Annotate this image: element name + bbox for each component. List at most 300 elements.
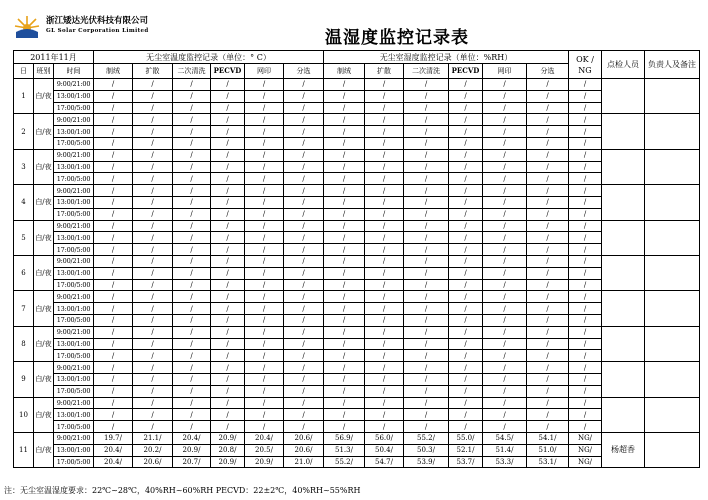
humidity-cell: / — [404, 173, 449, 185]
humidity-cell: / — [365, 208, 404, 220]
inspector-cell — [602, 114, 645, 149]
temperature-cell: / — [173, 196, 211, 208]
remarks-cell — [645, 149, 700, 184]
temperature-cell: / — [211, 79, 245, 91]
temperature-cell: / — [173, 232, 211, 244]
temperature-cell: / — [133, 362, 173, 374]
humidity-cell: / — [365, 196, 404, 208]
humidity-cell: / — [324, 149, 365, 161]
temperature-cell: / — [173, 149, 211, 161]
temperature-cell: / — [245, 314, 284, 326]
temperature-cell: / — [284, 196, 324, 208]
temperature-cell: / — [133, 102, 173, 114]
time-cell: 17:00/5:00 — [54, 385, 94, 397]
day-number: 7 — [14, 291, 34, 326]
temperature-cell: / — [173, 350, 211, 362]
temperature-cell: / — [245, 208, 284, 220]
humidity-cell: / — [404, 255, 449, 267]
ok-ng-cell: / — [569, 102, 602, 114]
temperature-cell: / — [284, 303, 324, 315]
temperature-cell: / — [245, 90, 284, 102]
table-row — [14, 303, 700, 315]
temperature-cell: / — [245, 161, 284, 173]
time-cell: 9:00/21:00 — [54, 114, 94, 126]
humidity-cell: / — [365, 421, 404, 433]
ok-ng-cell: NG/ — [569, 432, 602, 444]
humidity-cell: / — [483, 362, 527, 374]
temperature-cell: / — [173, 173, 211, 185]
temperature-cell: / — [94, 173, 133, 185]
temperature-cell: / — [94, 114, 133, 126]
humidity-cell: / — [404, 185, 449, 197]
table-row — [14, 114, 700, 126]
humidity-cell: / — [404, 90, 449, 102]
time-cell: 17:00/5:00 — [54, 279, 94, 291]
day-number: 1 — [14, 79, 34, 114]
temperature-cell: / — [173, 161, 211, 173]
remarks-cell — [645, 185, 700, 220]
temperature-cell: / — [133, 208, 173, 220]
humidity-cell: / — [449, 397, 483, 409]
temperature-cell: / — [94, 244, 133, 256]
temperature-cell: / — [173, 267, 211, 279]
humidity-cell: / — [324, 208, 365, 220]
humidity-cell: / — [483, 90, 527, 102]
humidity-cell: / — [324, 338, 365, 350]
humidity-cell: / — [449, 220, 483, 232]
temperature-cell: / — [245, 196, 284, 208]
humidity-process-header: 网印 — [483, 64, 527, 79]
humidity-cell: / — [527, 161, 569, 173]
temperature-cell: / — [245, 232, 284, 244]
humidity-cell: / — [483, 326, 527, 338]
humidity-cell: / — [365, 161, 404, 173]
temperature-cell: / — [133, 326, 173, 338]
gl-solar-logo-icon — [14, 14, 40, 40]
time-cell: 17:00/5:00 — [54, 102, 94, 114]
humidity-cell: / — [324, 409, 365, 421]
temperature-cell: / — [245, 114, 284, 126]
temperature-cell: / — [94, 232, 133, 244]
table-row — [14, 137, 700, 149]
temperature-cell: 20.2/ — [133, 444, 173, 456]
humidity-cell: / — [404, 409, 449, 421]
humidity-cell: / — [483, 126, 527, 138]
remarks-cell — [645, 79, 700, 114]
table-row — [14, 161, 700, 173]
humidity-cell: / — [404, 161, 449, 173]
humidity-cell: / — [449, 90, 483, 102]
temperature-cell: / — [133, 421, 173, 433]
temperature-cell: / — [245, 350, 284, 362]
table-row — [14, 350, 700, 362]
inspector-cell — [602, 185, 645, 220]
time-cell: 9:00/21:00 — [54, 362, 94, 374]
ok-ng-cell: / — [569, 279, 602, 291]
time-cell: 13:00/1:00 — [54, 126, 94, 138]
ok-ng-cell: / — [569, 196, 602, 208]
temperature-cell: / — [133, 279, 173, 291]
humidity-cell: / — [483, 267, 527, 279]
temperature-cell: / — [245, 255, 284, 267]
temperature-cell: / — [94, 314, 133, 326]
temperature-cell: / — [94, 421, 133, 433]
humidity-cell: / — [449, 303, 483, 315]
time-cell: 17:00/5:00 — [54, 137, 94, 149]
humidity-cell: / — [365, 303, 404, 315]
humidity-cell: / — [527, 220, 569, 232]
shift-cell: 白/夜 — [34, 255, 54, 290]
humidity-cell: / — [449, 409, 483, 421]
temperature-cell: / — [133, 126, 173, 138]
humidity-cell: / — [404, 232, 449, 244]
temperature-cell: / — [173, 314, 211, 326]
temperature-cell: 21.1/ — [133, 432, 173, 444]
table-row — [14, 126, 700, 138]
temperature-cell: / — [284, 126, 324, 138]
inspector-cell — [602, 326, 645, 361]
temperature-cell: / — [284, 338, 324, 350]
humidity-process-header: 二次清洗 — [404, 64, 449, 79]
day-number: 8 — [14, 326, 34, 361]
table-row — [14, 196, 700, 208]
temperature-cell: 20.9/ — [211, 432, 245, 444]
temperature-cell: / — [211, 114, 245, 126]
temperature-cell: / — [211, 220, 245, 232]
time-cell: 17:00/5:00 — [54, 173, 94, 185]
ok-ng-cell: / — [569, 114, 602, 126]
temperature-cell: / — [133, 196, 173, 208]
humidity-cell: / — [324, 362, 365, 374]
humidity-cell: / — [404, 196, 449, 208]
temperature-cell: / — [133, 267, 173, 279]
temperature-cell: / — [284, 421, 324, 433]
humidity-cell: 53.1/ — [527, 456, 569, 468]
shift-cell: 白/夜 — [34, 432, 54, 467]
humidity-cell: / — [449, 326, 483, 338]
humidity-cell: / — [483, 244, 527, 256]
inspector-cell — [602, 220, 645, 255]
temperature-cell: / — [245, 326, 284, 338]
humidity-cell: / — [324, 114, 365, 126]
temperature-cell: / — [211, 232, 245, 244]
temperature-cell: / — [245, 267, 284, 279]
humidity-cell: / — [449, 338, 483, 350]
humidity-cell: / — [324, 385, 365, 397]
time-cell: 13:00/1:00 — [54, 303, 94, 315]
shift-cell: 白/夜 — [34, 220, 54, 255]
table-row — [14, 208, 700, 220]
table-row — [14, 421, 700, 433]
inspector-cell — [602, 255, 645, 290]
temperature-cell: / — [211, 279, 245, 291]
temperature-cell: / — [173, 409, 211, 421]
humidity-cell: / — [449, 232, 483, 244]
humidity-process-header: PECVD — [449, 64, 483, 79]
temp-process-header: 分选 — [284, 64, 324, 79]
temperature-cell: / — [211, 326, 245, 338]
day-number: 9 — [14, 362, 34, 397]
table-row — [14, 432, 700, 444]
humidity-cell: / — [483, 421, 527, 433]
humidity-cell: / — [324, 244, 365, 256]
time-cell: 9:00/21:00 — [54, 149, 94, 161]
table-row — [14, 90, 700, 102]
humidity-cell: / — [449, 79, 483, 91]
temperature-cell: / — [173, 114, 211, 126]
temperature-cell: / — [94, 291, 133, 303]
humidity-cell: / — [365, 102, 404, 114]
time-cell: 17:00/5:00 — [54, 208, 94, 220]
temperature-cell: / — [284, 267, 324, 279]
remarks-cell — [645, 114, 700, 149]
ok-ng-cell: / — [569, 291, 602, 303]
table-row — [14, 385, 700, 397]
humidity-cell: / — [527, 314, 569, 326]
temperature-cell: / — [173, 303, 211, 315]
ok-ng-cell: / — [569, 314, 602, 326]
humidity-cell: / — [527, 232, 569, 244]
humidity-cell: / — [449, 102, 483, 114]
time-cell: 9:00/21:00 — [54, 255, 94, 267]
temperature-cell: / — [211, 244, 245, 256]
humidity-cell: / — [483, 196, 527, 208]
humidity-cell: / — [365, 255, 404, 267]
humidity-cell: 56.0/ — [365, 432, 404, 444]
humidity-cell: 51.4/ — [483, 444, 527, 456]
humidity-cell: 55.2/ — [404, 432, 449, 444]
temperature-cell: / — [211, 137, 245, 149]
temperature-cell: / — [133, 303, 173, 315]
humidity-cell: / — [404, 291, 449, 303]
ok-ng-cell: / — [569, 421, 602, 433]
table-row — [14, 149, 700, 161]
humidity-cell: / — [449, 291, 483, 303]
temperature-cell: / — [284, 102, 324, 114]
humidity-cell: / — [365, 137, 404, 149]
humidity-group-header: 无尘室湿度监控记录（单位：%RH） — [324, 51, 569, 64]
humidity-cell: / — [449, 196, 483, 208]
humidity-cell: / — [527, 373, 569, 385]
temperature-cell: / — [284, 185, 324, 197]
temperature-cell: / — [284, 326, 324, 338]
humidity-cell: / — [483, 291, 527, 303]
humidity-cell: / — [449, 421, 483, 433]
temperature-cell: 20.6/ — [133, 456, 173, 468]
temperature-cell: / — [94, 267, 133, 279]
temperature-cell: / — [173, 137, 211, 149]
table-row — [14, 220, 700, 232]
temperature-cell: / — [211, 126, 245, 138]
time-cell: 17:00/5:00 — [54, 244, 94, 256]
humidity-cell: / — [483, 314, 527, 326]
humidity-cell: 50.4/ — [365, 444, 404, 456]
temperature-humidity-log-table — [13, 50, 700, 468]
day-number: 10 — [14, 397, 34, 432]
table-row — [14, 79, 700, 91]
temperature-cell: / — [211, 208, 245, 220]
temperature-cell: / — [245, 244, 284, 256]
humidity-cell: / — [527, 79, 569, 91]
humidity-cell: 55.0/ — [449, 432, 483, 444]
remarks-cell — [645, 397, 700, 432]
humidity-cell: / — [449, 255, 483, 267]
temperature-cell: / — [211, 161, 245, 173]
footnote: 注：无尘室温湿度要求：22℃~28℃，40%RH~60%RH PECVD：22±2℃，40%RH~55%RH — [4, 486, 361, 495]
humidity-cell: / — [324, 303, 365, 315]
table-row — [14, 373, 700, 385]
inspector-cell — [602, 362, 645, 397]
humidity-cell: / — [324, 279, 365, 291]
humidity-cell: / — [404, 137, 449, 149]
humidity-cell: / — [527, 279, 569, 291]
temperature-cell: / — [211, 291, 245, 303]
temperature-cell: / — [94, 303, 133, 315]
humidity-cell: 54.5/ — [483, 432, 527, 444]
inspector-cell — [602, 397, 645, 432]
humidity-cell: / — [365, 79, 404, 91]
humidity-cell: / — [404, 326, 449, 338]
humidity-cell: / — [365, 185, 404, 197]
table-row — [14, 314, 700, 326]
ok-ng-cell: / — [569, 362, 602, 374]
humidity-cell: / — [404, 314, 449, 326]
humidity-cell: / — [527, 267, 569, 279]
humidity-cell: 54.7/ — [365, 456, 404, 468]
temperature-cell: 20.9/ — [245, 456, 284, 468]
temperature-cell: / — [133, 338, 173, 350]
humidity-cell: / — [365, 373, 404, 385]
humidity-cell: / — [365, 244, 404, 256]
humidity-cell: / — [527, 338, 569, 350]
temperature-cell: / — [245, 303, 284, 315]
humidity-cell: / — [483, 161, 527, 173]
humidity-process-header: 扩散 — [365, 64, 404, 79]
humidity-cell: / — [449, 137, 483, 149]
table-row — [14, 291, 700, 303]
temperature-cell: / — [284, 161, 324, 173]
humidity-cell: / — [324, 90, 365, 102]
ok-ng-cell: / — [569, 350, 602, 362]
temperature-cell: / — [245, 291, 284, 303]
temperature-cell: / — [245, 173, 284, 185]
table-row — [14, 409, 700, 421]
humidity-cell: / — [527, 90, 569, 102]
inspector-header: 点检人员 — [602, 51, 645, 79]
ok-ng-cell: / — [569, 137, 602, 149]
temp-process-header: 网印 — [245, 64, 284, 79]
humidity-cell: / — [527, 350, 569, 362]
temperature-cell: / — [133, 373, 173, 385]
table-row — [14, 279, 700, 291]
humidity-cell: / — [324, 314, 365, 326]
temperature-cell: / — [94, 220, 133, 232]
temperature-cell: / — [245, 385, 284, 397]
responsible-header: 负责人及备注 — [645, 51, 700, 79]
remarks-cell — [645, 362, 700, 397]
ok-ng-cell: / — [569, 267, 602, 279]
temperature-cell: / — [173, 362, 211, 374]
humidity-cell: / — [404, 385, 449, 397]
table-row — [14, 267, 700, 279]
temperature-cell: / — [245, 362, 284, 374]
temperature-group-header: 无尘室温度监控记录（单位：° C） — [94, 51, 324, 64]
humidity-cell: / — [527, 137, 569, 149]
humidity-cell: / — [365, 267, 404, 279]
humidity-cell: / — [404, 126, 449, 138]
humidity-cell: / — [404, 279, 449, 291]
humidity-cell: / — [404, 114, 449, 126]
humidity-cell: / — [527, 208, 569, 220]
humidity-cell: / — [483, 279, 527, 291]
temperature-cell: / — [94, 137, 133, 149]
ok-ng-cell: / — [569, 232, 602, 244]
temperature-cell: / — [245, 185, 284, 197]
shift-cell: 白/夜 — [34, 291, 54, 326]
temperature-cell: / — [94, 255, 133, 267]
ok-ng-cell: / — [569, 149, 602, 161]
humidity-cell: / — [365, 90, 404, 102]
time-cell: 9:00/21:00 — [54, 326, 94, 338]
humidity-cell: / — [527, 409, 569, 421]
temperature-cell: / — [133, 385, 173, 397]
shift-cell: 白/夜 — [34, 185, 54, 220]
temperature-cell: / — [94, 326, 133, 338]
temperature-cell: / — [133, 397, 173, 409]
humidity-cell: / — [324, 185, 365, 197]
temperature-cell: / — [284, 362, 324, 374]
humidity-cell: / — [324, 291, 365, 303]
humidity-cell: / — [483, 350, 527, 362]
ok-ng-cell: / — [569, 326, 602, 338]
time-cell: 13:00/1:00 — [54, 196, 94, 208]
temperature-cell: / — [284, 232, 324, 244]
humidity-cell: / — [449, 385, 483, 397]
ok-ng-cell: / — [569, 244, 602, 256]
temperature-cell: / — [211, 409, 245, 421]
humidity-cell: / — [449, 114, 483, 126]
humidity-cell: / — [324, 267, 365, 279]
inspector-cell — [602, 149, 645, 184]
humidity-cell: / — [365, 114, 404, 126]
table-row — [14, 102, 700, 114]
ok-ng-cell: / — [569, 79, 602, 91]
humidity-cell: / — [404, 421, 449, 433]
ok-ng-cell: / — [569, 338, 602, 350]
temperature-cell: / — [133, 291, 173, 303]
ok-ng-cell: / — [569, 208, 602, 220]
header-row-groups — [14, 51, 700, 64]
humidity-cell: / — [483, 373, 527, 385]
table-row — [14, 244, 700, 256]
temperature-cell: / — [211, 173, 245, 185]
humidity-cell: / — [527, 126, 569, 138]
shift-cell: 白/夜 — [34, 79, 54, 114]
temperature-cell: / — [284, 291, 324, 303]
time-cell: 13:00/1:00 — [54, 232, 94, 244]
table-row — [14, 338, 700, 350]
temperature-cell: / — [284, 149, 324, 161]
humidity-cell: / — [527, 185, 569, 197]
temperature-cell: / — [211, 362, 245, 374]
temperature-cell: / — [284, 314, 324, 326]
temperature-cell: / — [94, 397, 133, 409]
day-number: 6 — [14, 255, 34, 290]
humidity-cell: / — [449, 267, 483, 279]
time-cell: 13:00/1:00 — [54, 161, 94, 173]
humidity-cell: / — [449, 126, 483, 138]
temperature-cell: / — [94, 338, 133, 350]
